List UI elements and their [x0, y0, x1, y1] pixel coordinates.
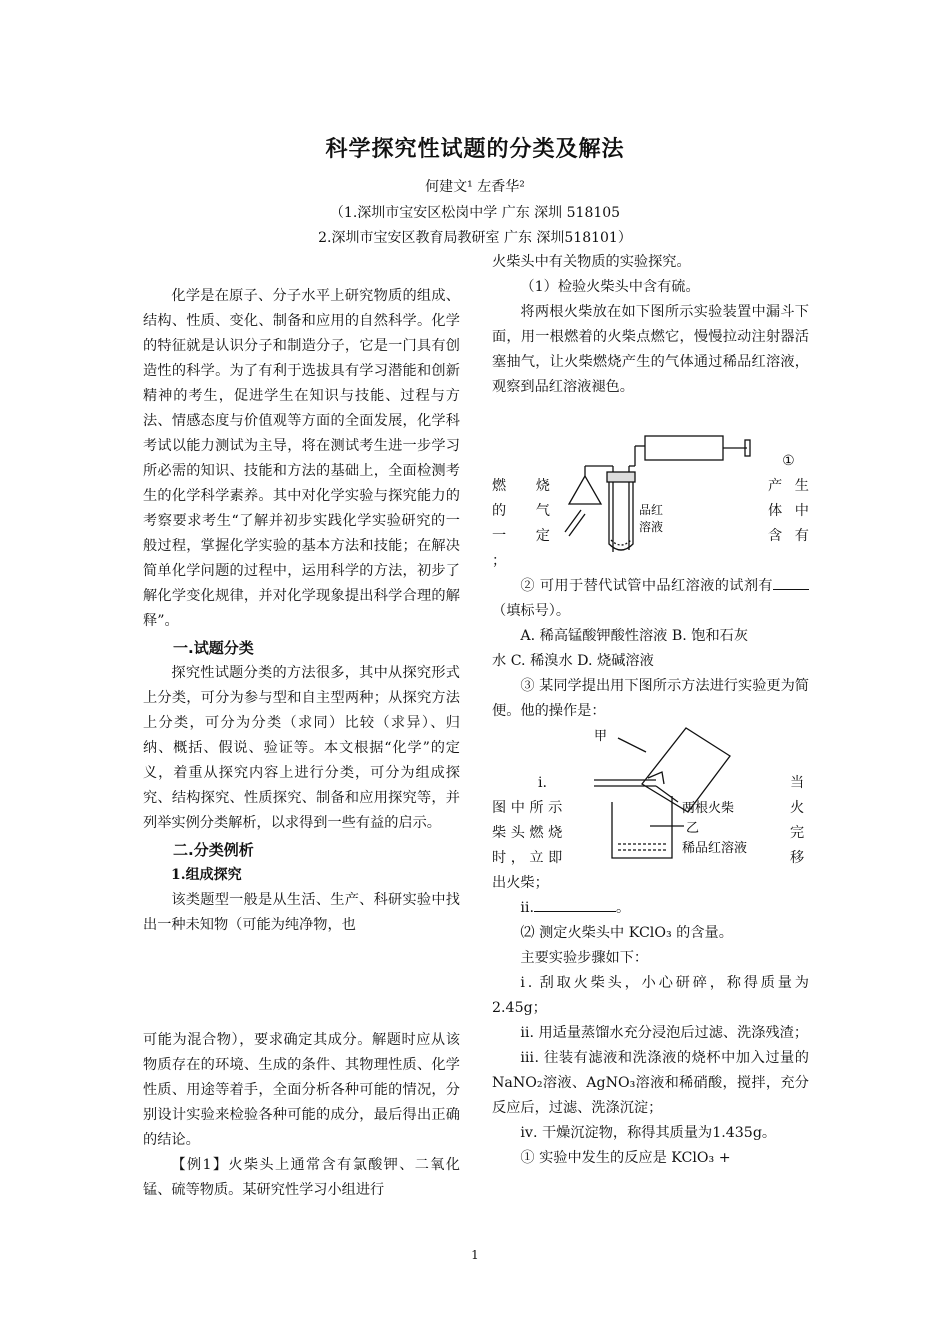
step-ii-line: [492, 896, 809, 921]
q1-mark: ①: [782, 453, 795, 469]
label-two-matches: 两根火柴: [682, 801, 735, 816]
q2-prompt: ② 可用于替代试管中品红溶液的试剂有: [520, 578, 773, 594]
sulfur-test-paragraph: 将两根火柴放在如下图所示实验装置中漏斗下面，用一根燃着的火柴点燃它，慢慢拉动注射器活塞抽气，让火柴燃烧产生的气体通过稀品红溶液，观察到品红溶液褪色。: [492, 304, 809, 395]
right-column-mid: [492, 574, 809, 724]
sulfur-test-heading: （1）检验火柴头中含有硫。: [520, 279, 700, 295]
q1-char: 生: [794, 478, 809, 494]
step-3: ⅲ. 往装有滤液和洗涤液的烧杯中加入过量的 NaNO₂溶液、AgNO₃溶液和稀硝酸，搅拌，充分反应后，过滤、洗涤沉淀；: [492, 1050, 809, 1116]
q1-end: ；: [492, 553, 507, 569]
q1-char: 含: [768, 528, 783, 544]
options-line-1: A. 稀高锰酸钾酸性溶液 B. 饱和石灰: [520, 628, 749, 644]
stopper: [607, 472, 635, 482]
step-i-end: 出火柴；: [492, 875, 549, 891]
page-title: 科学探究性试题的分类及解法: [325, 137, 625, 162]
step-i-left-2: 柴 头 燃 烧: [492, 825, 563, 841]
example-text: 火柴头上通常含有氯酸钾、二氧化锰、硫等物质。某研究性学习小组进行: [143, 1157, 460, 1198]
right-column-top: [492, 250, 809, 400]
step-ii-mark: ⅱ.: [520, 900, 534, 916]
composition-paragraph-a: 该类题型一般是从生活、生产、科研实验中找出一种未知物（可能为纯净物，也: [143, 892, 460, 933]
label-dilute-red: 稀品红溶液: [682, 841, 748, 856]
reaction-line: ① 实验中发生的反应是 KClO₃ +: [520, 1150, 731, 1166]
q1-char: 中: [794, 503, 809, 519]
step-i-right: 当: [790, 775, 805, 791]
figure1-label-solution: 溶液: [639, 520, 664, 534]
q1-char: 有: [794, 528, 809, 544]
step-i-mark: ⅰ.: [538, 775, 548, 791]
step-i-left-1: 图 中 所 示: [492, 800, 563, 816]
q1-left-chars: [492, 474, 550, 574]
step-4: ⅳ. 干燥沉淀物，称得其质量为1.435g。: [520, 1125, 777, 1141]
step-i-right-2: 完: [790, 825, 805, 841]
q2-tail: （填标号）。: [492, 603, 571, 619]
step-1: ⅰ. 刮取火柴头，小心研碎，称得质量为2.45g；: [492, 975, 809, 1016]
intro-paragraph: 化学是在原子、分子水平上研究物质的组成、结构、性质、变化、制备和应用的自然科学。化学的特征就是认识分子和制造分子，它是一门具有创造性的科学。为了有利于选拔具有学习潜能和创新精神的考生，促进学生在知识与技能、过程与方法、情感态度与价值观等方面的全面发展，化学科考试以能力测试为主导，将在测试考生进一步学习所必需的知识、技能和方法的基础上，全面检测考生的化学科学素养。其中对化学实验与探究能力的考察要求考生“了解并初步实践化学实验研究的一般过程，掌握化学实验的基本方法和技能；在解决简单化学问题的过程中，运用科学的方法，初步了解化学变化规律，并对化学现象提出科学合理的解释”。: [143, 288, 460, 629]
label-jia: 甲: [594, 729, 608, 744]
options-line-2: 水 C. 稀溴水 D. 烧碱溶液: [492, 653, 654, 669]
example-label: 【例1】: [171, 1157, 229, 1173]
step-i-right-3: 移: [790, 850, 805, 866]
steps-title: 主要实验步骤如下：: [520, 950, 649, 966]
step-2: ⅱ. 用适量蒸馏水充分浸泡后过滤、洗涤残渣；: [520, 1025, 809, 1041]
left-column: [143, 284, 460, 938]
step-ii-end: 。: [615, 900, 631, 916]
section-heading-1: 一.试题分类: [173, 639, 254, 657]
q3-text: ③ 某同学提出用下图所示方法进行实验更为简便。他的操作是：: [492, 678, 809, 719]
authors: 何建文¹ 左香华²: [425, 179, 525, 195]
q1-char: 体: [768, 503, 783, 519]
label-yi: 乙: [686, 821, 700, 836]
q1-char: 的: [492, 503, 507, 519]
section-heading-2: 二.分类例析: [173, 841, 254, 859]
q2-text: [492, 574, 809, 624]
beaker-figure: [590, 726, 790, 866]
composition-paragraph-b: 可能为混合物），要求确定其成分。解题时应从该物质存在的环境、生成的条件、其物理性质、化学性质、用途等着手，全面分析各种可能的情况，分别设计实验来检验各种可能的成分，最后得出正确的结论。: [143, 1032, 460, 1148]
beaker-yi: [612, 796, 672, 858]
example-paragraph: [143, 1153, 460, 1203]
q1-char: 定: [535, 528, 550, 544]
affiliation-1: （1.深圳市宝安区松岗中学 广东 深圳 518105: [329, 205, 621, 221]
right-line-1: 火柴头中有关物质的实验探究。: [492, 254, 691, 270]
figure1-label-pinhong: 品红: [639, 503, 664, 517]
subsection-heading: 1.组成探究: [171, 867, 242, 883]
step-i-left-3: 时 ， 立 即: [492, 850, 563, 866]
q1-char: 气: [535, 503, 550, 519]
classification-paragraph: 探究性试题分类的方法很多，其中从探究形式上分类，可分为参与型和自主型两种；从探究方法上分类，可分为分类（求同）比较（求异）、归纳、概括、假说、验证等。本文根据“化学”的定义，着重从探究内容上进行分类，可分为组成探究、结构探究、性质探究、制备和应用探究等，并列举实例分类解析，以求得到一些有益的启示。: [143, 665, 460, 831]
affiliation-2: 2.深圳市宝安区教育局教研室 广东 深圳518101）: [318, 230, 632, 246]
right-column-bottom: [492, 896, 809, 1171]
answer-blank-ii[interactable]: [534, 897, 616, 912]
kclo3-heading: ⑵ 测定火柴头中 KClO₃ 的含量。: [520, 925, 733, 941]
q1-char: 燃: [492, 478, 507, 494]
left-column-continued: [143, 1028, 460, 1203]
inverted-beaker-jia: [642, 728, 730, 812]
q1-right-chars: [768, 474, 809, 549]
q1-char: 烧: [535, 478, 550, 494]
step-i-right-1: 火: [790, 800, 805, 816]
syringe-barrel: [645, 436, 723, 460]
q1-char: 产: [768, 478, 783, 494]
apparatus-figure: [555, 432, 760, 562]
q1-char: 一: [492, 528, 507, 544]
page-number: 1: [471, 1248, 479, 1262]
answer-blank[interactable]: [773, 575, 809, 590]
funnel: [569, 476, 601, 504]
